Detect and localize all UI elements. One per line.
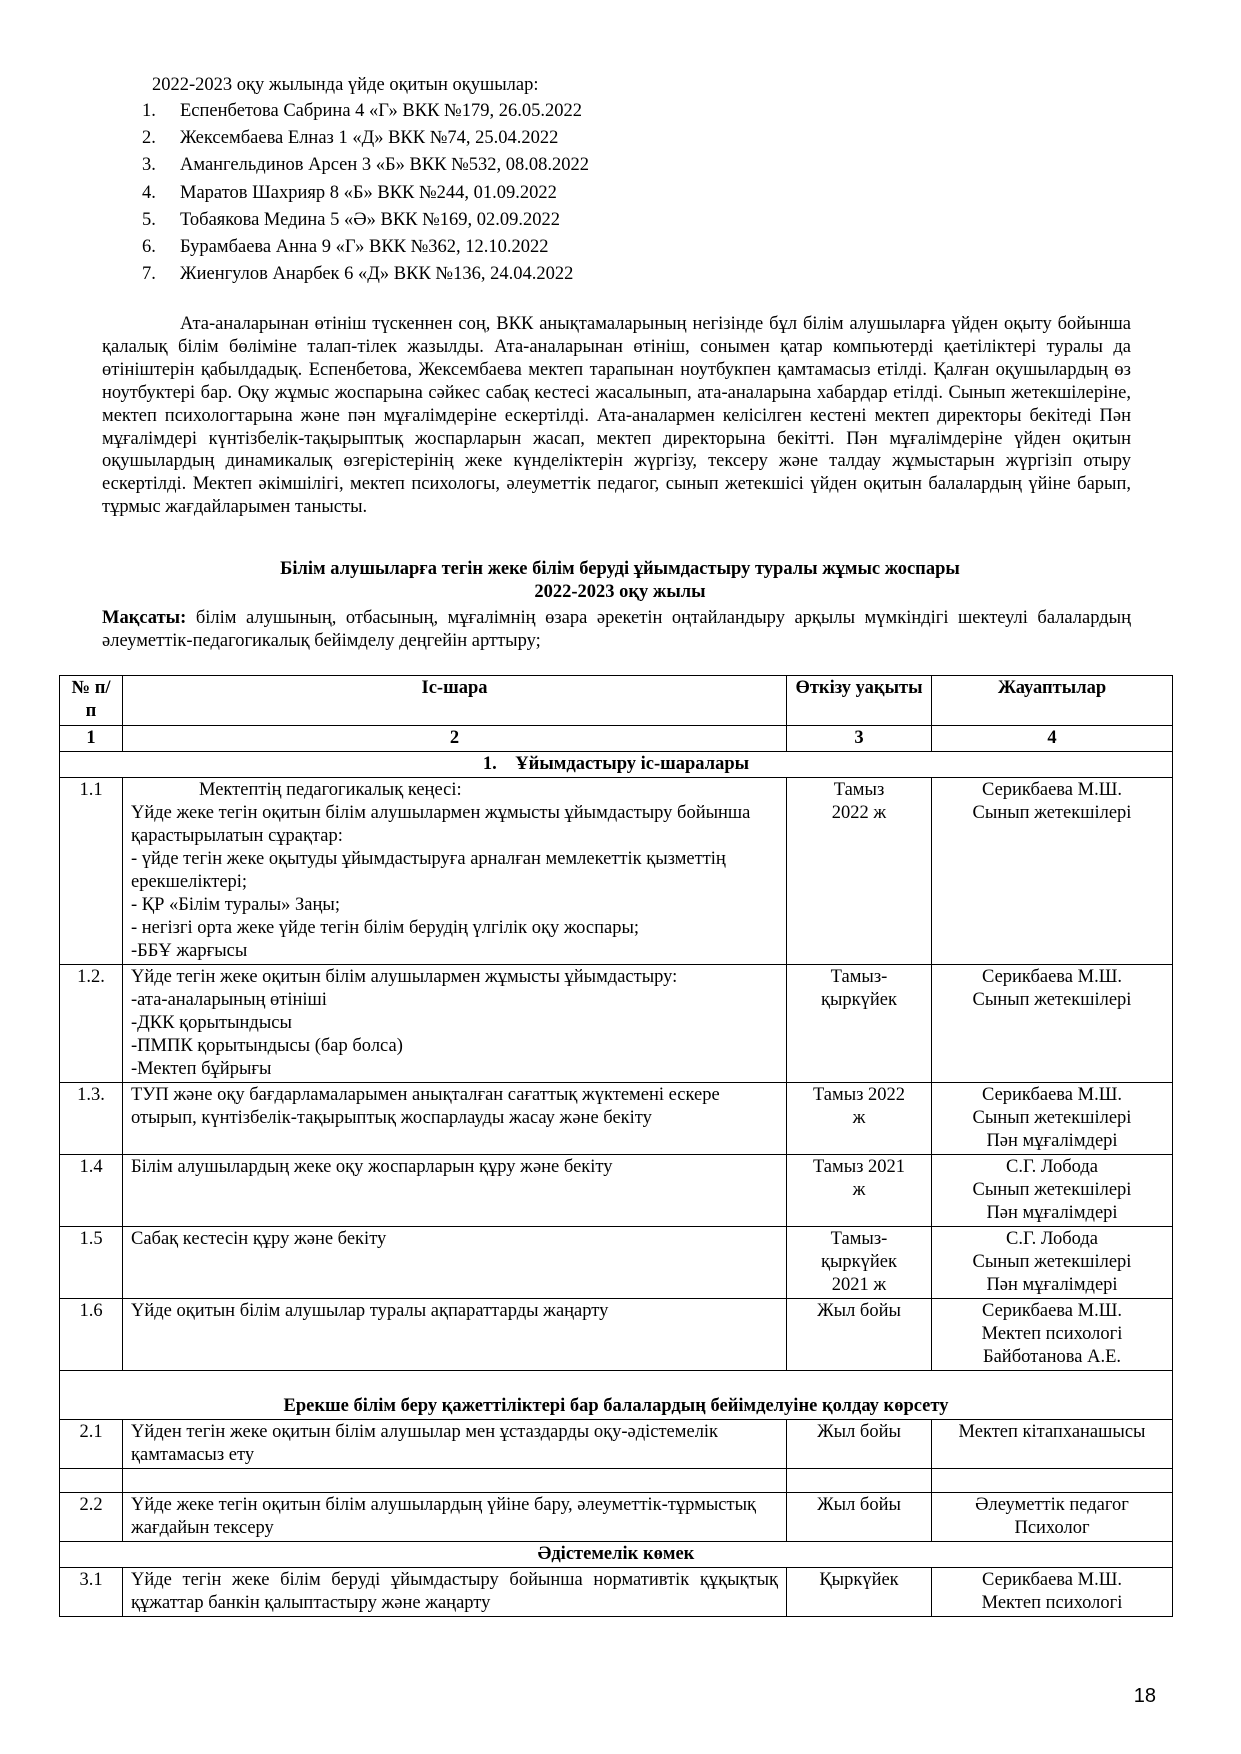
event-heading: Мектептің педагогикалық кеңесі:	[199, 780, 462, 800]
row-responsible: Серикбаева М.Ш. Мектеп психологі Байботанова А.Е.	[932, 1299, 1173, 1371]
student-list	[142, 100, 589, 290]
row-number: 1.5	[60, 1227, 123, 1299]
row-time: Жыл бойы	[787, 1493, 932, 1542]
section-title: Әдістемелік көмек	[60, 1542, 1173, 1568]
row-responsible: Серикбаева М.Ш. Сынып жетекшілері	[932, 778, 1173, 965]
row-number: 1.4	[60, 1155, 123, 1227]
row-number: 1.2.	[60, 965, 123, 1083]
row-responsible: Әлеуметтік педагог Психолог	[932, 1493, 1173, 1542]
row-event: Үйде тегін жеке білім беруді ұйымдастыру бойынша нормативтік құқықтық құжаттар банкін қалыптастыру және жаңарту	[123, 1568, 787, 1617]
table-row	[60, 965, 1173, 1083]
header-cell: Жауаптылар	[932, 676, 1173, 726]
row-number: 1.3.	[60, 1083, 123, 1155]
section-row	[60, 1371, 1173, 1420]
section-title: Ерекше білім беру қажеттіліктері бар балалардың бейімделуіне қолдау көрсету	[60, 1371, 1173, 1420]
empty-cell	[787, 1469, 932, 1493]
row-event: ТУП және оқу бағдарламаларымен анықталған сағаттық жүктемені ескере отырып, күнтізбелік-тақырыптық жоспарлауды жасау және бекіту	[123, 1083, 787, 1155]
row-responsible: С.Г. Лобода Сынып жетекшілері Пән мұғалімдері	[932, 1227, 1173, 1299]
row-responsible: Серикбаева М.Ш. Мектеп психологі	[932, 1568, 1173, 1617]
intro-line: 2022-2023 оқу жылында үйде оқитын оқушылар:	[152, 75, 539, 95]
column-number: 1	[60, 726, 123, 752]
row-event: Сабақ кестесін құру және бекіту	[123, 1227, 787, 1299]
row-time: Тамыз- қыркүйек 2021 ж	[787, 1227, 932, 1299]
row-number: 2.2	[60, 1493, 123, 1542]
empty-cell	[60, 1469, 123, 1493]
table-row	[60, 1299, 1173, 1371]
plan-year: 2022-2023 оқу жылы	[534, 582, 706, 602]
list-item: 6. Бурамбаева Анна 9 «Г» ВКК №362, 12.10.2022	[142, 236, 549, 257]
row-event	[123, 778, 787, 965]
table-row	[60, 778, 1173, 965]
row-number: 3.1	[60, 1568, 123, 1617]
row-event: Үйде тегін жеке оқитын білім алушылармен жұмысты ұйымдастыру: -ата-аналарының өтініші -ДКК қорытындысы -ПМПК қорытындысы (бар болса) -Мектеп бұйрығы	[123, 965, 787, 1083]
empty-cell	[123, 1469, 787, 1493]
empty-cell	[932, 1469, 1173, 1493]
row-time: Тамыз 2022 ж	[787, 778, 932, 965]
section-row	[60, 752, 1173, 778]
row-event: Білім алушылардың жеке оқу жоспарларын құру және бекіту	[123, 1155, 787, 1227]
section-title: 1. Ұйымдастыру іс-шаралары	[60, 752, 1173, 778]
column-number: 3	[787, 726, 932, 752]
row-time: Жыл бойы	[787, 1299, 932, 1371]
column-number: 4	[932, 726, 1173, 752]
goal-paragraph	[102, 607, 1131, 652]
table-row	[60, 1227, 1173, 1299]
table-header-row	[60, 676, 1173, 726]
row-responsible: Серикбаева М.Ш. Сынып жетекшілері	[932, 965, 1173, 1083]
table-number-row	[60, 726, 1173, 752]
row-number: 2.1	[60, 1420, 123, 1469]
section-row	[60, 1542, 1173, 1568]
table-row	[60, 1493, 1173, 1542]
row-number: 1.1	[60, 778, 123, 965]
row-responsible: Мектеп кітапханашысы	[932, 1420, 1173, 1469]
table-row	[60, 1420, 1173, 1469]
list-item: 7. Жиенгулов Анарбек 6 «Д» ВКК №136, 24.04.2022	[142, 264, 574, 285]
row-event: Үйде жеке тегін оқитын білім алушылардың үйіне бару, әлеуметтік-тұрмыстық жағдайын тексеру	[123, 1493, 787, 1542]
body-paragraph: Ата-аналарынан өтініш түскеннен соң, ВКК анықтамаларының негізінде бұл білім алушыларға үйден оқыту бойынша қалалық білім бөліміне талап-тілек жазылды. Ата-аналарынан өтініш, сонымен қатар компьютерді қаетіліктері туралы да өтініштерін қабылдадық. Еспенбетова, Жексембаева мектеп тарапынан ноутбукпен қамтамасыз етілді. Қалған оқушылардың өз ноутбуктері бар. Оқу жұмыс жоспарына сәйкес сабақ кестесі жасалынып, ата-аналарына хабардар етілді. Сынып жетекшілеріне, мектеп психологтарына және пән мұғалімдеріне ескертілді. Ата-аналармен келісілген кестені мектеп директоры бекітеді Пән мұғалімдері күнтізбелік-тақырыптық жоспарларын жасап, мектеп директорына бекітті. Пән мұғалімдеріне үйден оқитын оқушылардың динамикалық өзгерістерінің жеке күнделіктерін жүргізу, тексеру және талдау жұмыстарын жүргізіп отыру ескертілді. Мектеп әкімшілігі, мектеп психологы, әлеуметтік педагог, сынып жетекшісі үйден оқитын балалардың үйіне барып, тұрмыс жағдайларымен танысты.	[102, 314, 1131, 518]
header-cell: Өткізу уақыты	[787, 676, 932, 726]
event-details: Үйде жеке тегін оқитын білім алушылармен жұмысты ұйымдастыру бойынша қарастырылатын сұрақтар: - үйде тегін жеке оқытуды ұйымдастыруға арналған мемлекеттік қызметтің ерекшеліктері; - ҚР «Білім туралы» Заңы; - негізгі орта жеке үйде тегін білім берудің үлгілік оқу жоспары; -ББҰ жарғысы	[131, 803, 751, 961]
plan-table	[59, 675, 1173, 1617]
page-number: 18	[1133, 1685, 1156, 1707]
row-event: Үйден тегін жеке оқитын білім алушылар мен ұстаздарды оқу-әдістемелік қамтамасыз ету	[123, 1420, 787, 1469]
row-time: Тамыз 2021 ж	[787, 1155, 932, 1227]
row-time: Жыл бойы	[787, 1420, 932, 1469]
row-number: 1.6	[60, 1299, 123, 1371]
row-time: Қыркүйек	[787, 1568, 932, 1617]
header-cell: Іс-шара	[123, 676, 787, 726]
row-event: Үйде оқитын білім алушылар туралы ақпараттарды жаңарту	[123, 1299, 787, 1371]
list-item: 2. Жексембаева Елназ 1 «Д» ВКК №74, 25.04.2022	[142, 128, 559, 149]
row-responsible: Серикбаева М.Ш. Сынып жетекшілері Пән мұғалімдері	[932, 1083, 1173, 1155]
list-item: 3. Амангельдинов Арсен 3 «Б» ВКК №532, 08.08.2022	[142, 155, 590, 176]
column-number: 2	[123, 726, 787, 752]
list-item: 5. Тобаякова Медина 5 «Ә» ВКК №169, 02.09.2022	[142, 209, 561, 230]
plan-title: Білім алушыларға тегін жеке білім беруді ұйымдастыру туралы жұмыс жоспары	[280, 559, 960, 579]
list-item: 4. Маратов Шахрияр 8 «Б» ВКК №244, 01.09.2022	[142, 182, 557, 203]
row-time: Тамыз 2022 ж	[787, 1083, 932, 1155]
goal-text: білім алушының, отбасының, мұғалімнің өзара әрекетін оңтайландыру арқылы мүмкіндігі шектеулі балалардың әлеуметтік-педагогикалық бейімделу деңгейін арттыру;	[102, 608, 1131, 651]
header-cell: № п/п	[60, 676, 123, 726]
row-responsible: С.Г. Лобода Сынып жетекшілері Пән мұғалімдері	[932, 1155, 1173, 1227]
row-time: Тамыз- қыркүйек	[787, 965, 932, 1083]
table-row	[60, 1155, 1173, 1227]
goal-label: Мақсаты:	[102, 608, 187, 628]
list-item: 1. Еспенбетова Сабрина 4 «Г» ВКК №179, 26.05.2022	[142, 101, 582, 121]
table-row	[60, 1568, 1173, 1617]
empty-row	[60, 1469, 1173, 1493]
table-row	[60, 1083, 1173, 1155]
